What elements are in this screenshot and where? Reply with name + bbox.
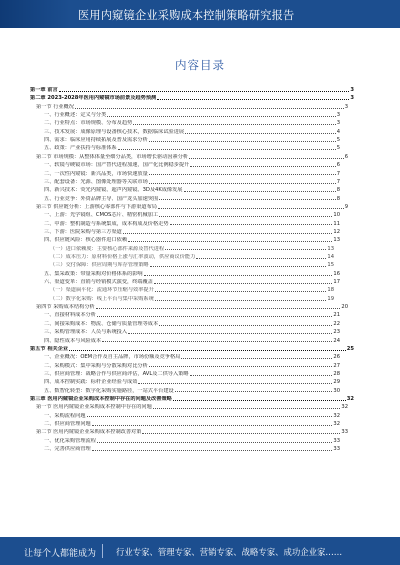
toc-leader-dots: [107, 116, 335, 117]
footer-slogan: 让每个人都能成为: [24, 549, 97, 559]
toc-entry-title: 一、采购流程问题: [44, 412, 86, 419]
toc-leader-dots: [159, 325, 332, 326]
toc-leader-dots: [142, 433, 340, 434]
toc-leader-dots: [190, 375, 333, 376]
toc-page-number: 5: [336, 137, 340, 144]
toc-page-number: 4: [336, 128, 340, 135]
toc-entry-title: 第一节 医用内窥镜企业采购成本控制中存在的问题: [36, 404, 152, 411]
toc-leader-dots: [59, 91, 350, 92]
toc-entry[interactable]: [30, 328, 340, 335]
toc-entry[interactable]: [30, 103, 348, 110]
toc-page-number: 10: [333, 212, 340, 219]
toc-page-number: 29: [333, 379, 340, 386]
toc-entry-title: 一、企业概况：OEM合作及自主品牌，市场份额及竞争格局: [44, 354, 181, 361]
toc-entry-title: 二、行业特点：市场规模、分布及趋势: [44, 120, 133, 127]
toc-page-number: 3: [350, 95, 354, 102]
toc-entry[interactable]: [30, 370, 340, 377]
toc-entry[interactable]: [30, 136, 340, 143]
toc-entry-title: 四、隐性成本与风险成本: [44, 337, 102, 344]
toc-page-number: 32: [333, 421, 340, 427]
toc-leader-dots: [154, 283, 332, 284]
toc-leader-dots: [149, 366, 333, 367]
toc-entry-title: 三、下游：医院采购与第三方渠道: [44, 228, 122, 235]
toc-entry[interactable]: [30, 128, 340, 135]
toc-leader-dots: [118, 149, 336, 150]
toc-entry[interactable]: [30, 119, 340, 126]
toc-entry[interactable]: [30, 178, 340, 185]
toc-page-number: 20: [341, 304, 348, 311]
toc-leader-dots: [87, 416, 333, 417]
toc-page-number: 3: [336, 112, 340, 119]
toc-entry-title: 二、供应商管理问题: [44, 421, 91, 427]
report-title: 医用内窥镜企业采购成本控制策略研究报告: [78, 9, 295, 22]
toc-leader-dots: [185, 133, 336, 134]
toc-page-number: 16: [333, 270, 340, 277]
toc-leader-dots: [128, 241, 332, 242]
toc-entry[interactable]: [30, 320, 340, 327]
toc-page-number: 7: [336, 170, 340, 177]
toc-leader-dots: [175, 391, 333, 392]
toc-page-number: 30: [333, 387, 340, 394]
toc-page-number: 33: [333, 446, 340, 453]
toc-entry[interactable]: [30, 362, 340, 369]
toc-entry[interactable]: [30, 295, 334, 302]
toc-page-number: 28: [333, 370, 340, 377]
toc-leader-dots: [144, 275, 333, 276]
toc-entry-title: 四、新兴技术：荧光内窥镜、超声内窥镜、3D及4K成像发展: [44, 187, 183, 194]
toc-page-number: 12: [333, 228, 340, 235]
toc-page-number: 13: [333, 237, 340, 244]
toc-page-number: 22: [333, 320, 340, 327]
toc-entry[interactable]: [30, 170, 340, 177]
toc-entry-title: 四、需求：临床应用持续拓展及普及需求分析: [44, 137, 148, 144]
toc-entry-title: 第三节 供应链分析：上游核心零部件与下游渠道布局: [36, 203, 157, 210]
toc-entry-title: （二）成本压力：原材料价格上涨与汇率波动，供应商议价能力: [50, 254, 196, 260]
toc-leader-dots: [155, 300, 327, 301]
toc-entry-title: 第二节 市场规模：从整体体量至细分品类，市场增长驱动因素分析: [36, 153, 189, 160]
toc-entry-title: 三、技术发展：成像原理与设备核心技术，数据临床试验进展: [44, 128, 185, 135]
toc-entry[interactable]: [30, 345, 354, 352]
toc-leader-dots: [97, 316, 333, 317]
toc-leader-dots: [123, 233, 333, 234]
toc-entry[interactable]: [30, 403, 348, 410]
toc-entry-title: 一、软镜与硬镜市场：国产替代进程加速，国产化比例稳步提升: [44, 162, 190, 169]
toc-leader-dots: [149, 183, 336, 184]
toc-page-number: 7: [336, 178, 340, 185]
toc-leader-dots: [190, 166, 335, 167]
toc-entry[interactable]: [30, 144, 340, 151]
toc-entry-title: 第二章 2023-2028年医用内窥镜市场前景及趋势预测: [30, 95, 157, 102]
toc-leader-dots: [138, 383, 332, 384]
toc-entry[interactable]: [30, 420, 340, 427]
toc-page-number: 26: [333, 354, 340, 361]
toc-leader-dots: [157, 99, 349, 100]
toc-leader-dots: [97, 442, 333, 443]
toc-entry-title: 第四节 采购成本结构分析: [36, 304, 95, 311]
toc-entry-title: 三、供应商管理：战略合作与供应商评估，AVL及二供导入策略: [44, 370, 189, 377]
footer-divider: [102, 544, 103, 558]
toc-leader-dots: [75, 108, 344, 109]
toc-page-number: 33: [333, 437, 340, 444]
toc-leader-dots: [170, 224, 333, 225]
report-footer: [0, 537, 400, 565]
toc-page-number: 18: [327, 287, 334, 294]
toc-leader-dots: [92, 425, 333, 426]
toc-entry[interactable]: [30, 111, 340, 118]
toc-entry[interactable]: [30, 186, 340, 193]
toc-page-number: 13: [327, 245, 334, 252]
toc-page-number: 5: [336, 145, 340, 152]
toc-entry[interactable]: [30, 286, 334, 293]
toc-entry[interactable]: [30, 437, 340, 444]
toc-leader-dots: [158, 208, 344, 209]
toc-entry-title: 第一节 行业概况: [36, 103, 74, 110]
toc-entry-title: （三）交付保障：供应周期与库存管理策略: [50, 262, 149, 269]
toc-page-number: 3: [350, 87, 354, 93]
toc-entry-title: 五、集采政策：带量采购对价格体系的影响: [44, 270, 143, 277]
toc-leader-dots: [69, 350, 346, 351]
toc-entry-title: 二、完善供应商管理: [44, 446, 91, 453]
toc-entry[interactable]: [30, 203, 348, 210]
toc-entry[interactable]: [30, 445, 340, 452]
toc-entry[interactable]: [30, 261, 334, 268]
toc-page-number: 15: [327, 262, 334, 269]
toc-entry[interactable]: [30, 236, 340, 243]
toc-entry-title: 二、一次性内窥镜：新兴品类，市场快速放量: [44, 170, 148, 177]
toc-page-number: 19: [327, 295, 334, 302]
toc-page-number: 33: [341, 429, 348, 436]
toc-leader-dots: [150, 266, 327, 267]
toc-page-number: 24: [333, 337, 340, 344]
toc-entry-title: 三、采购管理成本：人员与系统投入: [44, 329, 128, 336]
toc-leader-dots: [133, 124, 335, 125]
toc-page-number: 25: [346, 345, 354, 352]
toc-leader-dots: [159, 199, 336, 200]
toc-entry-title: 一、行业概述：定义与分类: [44, 112, 107, 119]
toc-entry[interactable]: [30, 270, 340, 277]
toc-entry[interactable]: [30, 86, 354, 93]
toc-page-number: 32: [346, 395, 354, 402]
toc-entry-title: 五、政策：产业扶持与标准体系: [44, 145, 117, 152]
toc-entry-title: （一）进口依赖度：主要核心部件来源及替代进程: [50, 245, 165, 252]
toc-page-number: 9: [344, 203, 348, 210]
toc-leader-dots: [184, 191, 336, 192]
toc-leader-dots: [149, 141, 336, 142]
toc-leader-dots: [173, 400, 346, 401]
toc-entry-title: 一、直接材料成本分析: [44, 312, 96, 319]
toc-entry[interactable]: [30, 311, 340, 318]
toc-page-number: 8: [336, 187, 340, 194]
toc-entry[interactable]: [30, 220, 340, 227]
toc-entry-title: 二、采购模式：集中采购与分散采购对比分析: [44, 362, 148, 369]
toc-entry[interactable]: [30, 94, 354, 101]
toc-heading: 内容目录: [175, 58, 225, 72]
toc-entry-title: 第三章 医用内窥镜企业采购成本控制中存在的问题及改善策略: [30, 395, 172, 402]
toc-entry[interactable]: [30, 245, 334, 252]
toc-entry-title: 第五节 相关企业: [30, 345, 69, 352]
toc-entry[interactable]: [30, 387, 340, 394]
toc-page-number: 23: [333, 329, 340, 336]
toc-entry-title: （二）数字化采购：线上平台与集中采购系统: [50, 295, 154, 302]
report-header: [0, 0, 400, 28]
toc-page-number: 32: [341, 404, 348, 411]
toc-leader-dots: [159, 216, 332, 217]
toc-leader-dots: [128, 333, 332, 334]
toc-leader-dots: [149, 174, 336, 175]
toc-leader-dots: [181, 358, 332, 359]
toc-entry[interactable]: [30, 428, 348, 435]
toc-page-number: 3: [344, 103, 348, 110]
toc-entry[interactable]: [30, 153, 348, 160]
toc-leader-dots: [96, 308, 341, 309]
toc-entry[interactable]: [30, 337, 340, 344]
toc-leader-dots: [189, 158, 344, 159]
toc-entry[interactable]: [30, 395, 354, 402]
toc-entry[interactable]: [30, 253, 334, 260]
toc-leader-dots: [102, 341, 332, 342]
toc-page-number: 11: [333, 220, 340, 227]
toc-entry[interactable]: [30, 303, 348, 310]
toc-page-number: 32: [333, 412, 340, 419]
toc-page-number: 6: [344, 153, 348, 160]
toc-entry-title: （一）渠道扁平化：流通环节压缩与效率提升: [50, 287, 154, 294]
toc-leader-dots: [155, 291, 327, 292]
toc-entry-title: 二、中游：整机制造与系统集成，成本构成及价格走势: [44, 220, 169, 227]
toc-entry[interactable]: [30, 211, 340, 218]
toc-leader-dots: [165, 249, 326, 250]
toc-entry[interactable]: [30, 195, 340, 202]
toc-page-number: 17: [333, 279, 340, 286]
toc-entry-title: 二、间接采购成本：物流、仓储与质量管理等成本: [44, 320, 159, 327]
toc-entry[interactable]: [30, 378, 340, 385]
toc-page-number: 27: [333, 362, 340, 369]
toc-entry-title: 第一章 前言: [30, 87, 58, 93]
toc-leader-dots: [196, 258, 326, 259]
toc-entry[interactable]: [30, 353, 340, 360]
toc-entry-title: 一、上游：光学镜组、CMOS芯片、精密机械加工: [44, 212, 159, 219]
header-accent: [0, 0, 70, 28]
toc-entry[interactable]: [30, 412, 340, 419]
toc-entry-title: 六、渠道变革：直销与经销模式演变，终端覆盖: [44, 279, 153, 286]
toc-page-number: 6: [336, 162, 340, 169]
toc-entry[interactable]: [30, 278, 340, 285]
toc-entry-title: 第二节 医用内窥镜企业采购成本控制改善对策: [36, 429, 142, 436]
toc-page-number: 8: [336, 195, 340, 202]
toc-entry[interactable]: [30, 228, 340, 235]
toc-entry[interactable]: [30, 161, 340, 168]
toc-entry-title: 一、优化采购管理流程: [44, 437, 96, 444]
toc-entry-title: 五、行业竞争：外资品牌主导、国产龙头加速突围: [44, 195, 159, 202]
toc-page-number: 21: [333, 312, 340, 319]
toc-entry-title: 三、配套设备：光源、图像处理器等关联市场: [44, 178, 148, 185]
toc-leader-dots: [92, 450, 333, 451]
toc-leader-dots: [153, 408, 341, 409]
toc-page-number: 3: [336, 120, 340, 127]
toc-page-number: 14: [327, 254, 334, 260]
toc-entry-title: 五、数智化转型：数字化采购实施路径，一站式平台建设: [44, 387, 174, 394]
toc-entry-title: 四、供应链风险：核心器件进口依赖: [44, 237, 128, 244]
toc-entry-title: 四、成本控制实践：标杆企业经验与成效: [44, 379, 138, 386]
footer-tagline: 行业专家、管理专家、营销专家、战略专家、成功企业家……: [116, 547, 343, 557]
